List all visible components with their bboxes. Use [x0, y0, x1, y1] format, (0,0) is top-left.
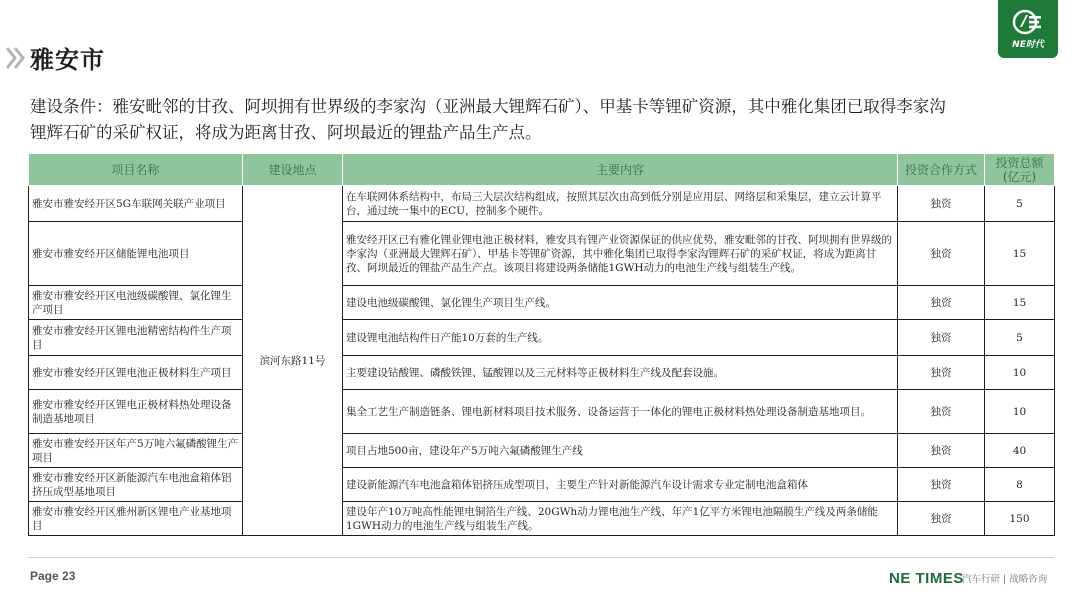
project-name: 雅安市雅安经开区年产5万吨六氟磷酸锂生产项目: [29, 434, 243, 468]
project-coop: 独资: [898, 222, 985, 286]
ne-logo-icon: [1011, 8, 1045, 36]
project-content: 雅安经开区已有雅化锂业锂电池正极材料，雅安具有锂产业资源保证的供应优势，雅安毗邻的甘孜、阿坝拥有世界级的李家沟（亚洲最大锂辉石矿）、甲基卡等锂矿资源，其中雅化集团已取得李家沟锂辉石矿的采矿权证，将成为距离甘孜、阿坝最近的锂盐产品生产点。该项目将建设两条储能1GWH动力的电池生产线与组装生产线。: [343, 222, 898, 286]
project-location: 滨河东路11号: [243, 186, 343, 536]
project-amount: 10: [985, 356, 1055, 390]
table-row: [29, 222, 1055, 286]
page-title: 雅安市: [30, 46, 105, 74]
double-chevron-right-icon: [4, 44, 26, 72]
project-name: 雅安市雅安经开区新能源汽车电池盒箱体铝挤压成型基地项目: [29, 468, 243, 502]
project-content: 在车联网体系结构中，布局三大层次结构组成，按照其层次由高到低分别是应用层、网络层和采集层，建立云计算平台，通过统一集中的ECU，控制多个硬件。: [343, 186, 898, 222]
col-header-amount-line2: (亿元): [1002, 169, 1037, 184]
footer-brand: NE TIMES: [889, 570, 964, 587]
project-coop: 独资: [898, 186, 985, 222]
footer-divider: [28, 557, 1054, 558]
project-amount: 5: [985, 320, 1055, 356]
project-name: 雅安市雅安经开区锂电池正极材料生产项目: [29, 356, 243, 390]
project-coop: 独资: [898, 320, 985, 356]
project-content: 建设电池级碳酸锂、氯化锂生产项目生产线。: [343, 286, 898, 320]
project-amount: 10: [985, 390, 1055, 434]
project-coop: 独资: [898, 356, 985, 390]
project-coop: 独资: [898, 434, 985, 468]
table-row: [29, 434, 1055, 468]
project-name: 雅安市雅安经开区雅州新区锂电产业基地项目: [29, 502, 243, 536]
project-name: 雅安市雅安经开区电池级碳酸锂、氯化锂生产项目: [29, 286, 243, 320]
project-amount: 40: [985, 434, 1055, 468]
brand-logo: [998, 0, 1058, 58]
footer-tagline: 汽车行研 | 战略咨询: [962, 574, 1048, 585]
page-number: Page 23: [30, 569, 76, 583]
col-header-content: 主要内容: [343, 154, 898, 186]
project-amount: 5: [985, 186, 1055, 222]
col-header-coop: 投资合作方式: [898, 154, 985, 186]
project-coop: 独资: [898, 468, 985, 502]
project-name: 雅安市雅安经开区5G车联网关联产业项目: [29, 186, 243, 222]
project-name: 雅安市雅安经开区锂电池精密结构件生产项目: [29, 320, 243, 356]
table-row: [29, 320, 1055, 356]
col-header-name: 项目名称: [29, 154, 243, 186]
col-header-amount-line1: 投资总额: [995, 155, 1044, 170]
project-coop: 独资: [898, 286, 985, 320]
project-name: 雅安市雅安经开区储能锂电池项目: [29, 222, 243, 286]
col-header-amount: [985, 154, 1055, 186]
table-row: [29, 502, 1055, 536]
project-amount: 8: [985, 468, 1055, 502]
project-content: 建设新能源汽车电池盒箱体铝挤压成型项目，主要生产针对新能源汽车设计需求专业定制电池盒箱体: [343, 468, 898, 502]
project-amount: 150: [985, 502, 1055, 536]
project-content: 项目占地500亩，建设年产5万吨六氟磷酸锂生产线: [343, 434, 898, 468]
project-amount: 15: [985, 286, 1055, 320]
col-header-location: 建设地点: [243, 154, 343, 186]
project-content: 主要建设钴酸锂、磷酸铁锂、锰酸锂以及三元材料等正极材料生产线及配套设施。: [343, 356, 898, 390]
project-name: 雅安市雅安经开区锂电正极材料热处理设备制造基地项目: [29, 390, 243, 434]
table-row: [29, 286, 1055, 320]
table-row: [29, 186, 1055, 222]
projects-table: [28, 153, 1055, 536]
project-content: 建设年产10万吨高性能锂电铜箔生产线、20GWh动力锂电池生产线、年产1亿平方米锂电池隔膜生产线及两条储能1GWH动力的电池生产线与组装生产线。: [343, 502, 898, 536]
table-row: [29, 468, 1055, 502]
project-coop: 独资: [898, 502, 985, 536]
project-coop: 独资: [898, 390, 985, 434]
intro-line-2: 锂辉石矿的采矿权证，将成为距离甘孜、阿坝最近的锂盐产品生产点。: [30, 123, 542, 142]
table-header-row: [29, 154, 1055, 186]
table-row: [29, 390, 1055, 434]
build-conditions-text: [30, 94, 1060, 146]
table-row: [29, 356, 1055, 390]
project-content: 集全工艺生产制造链条、锂电新材料项目技术服务、设备运营于一体化的锂电正极材料热处理设备制造基地项目。: [343, 390, 898, 434]
project-amount: 15: [985, 222, 1055, 286]
logo-text: NE时代: [1012, 40, 1044, 50]
intro-line-1: 建设条件：雅安毗邻的甘孜、阿坝拥有世界级的李家沟（亚洲最大锂辉石矿）、甲基卡等锂矿资源，其中雅化集团已取得李家沟: [30, 97, 946, 116]
project-content: 建设锂电池结构件日产能10万套的生产线。: [343, 320, 898, 356]
